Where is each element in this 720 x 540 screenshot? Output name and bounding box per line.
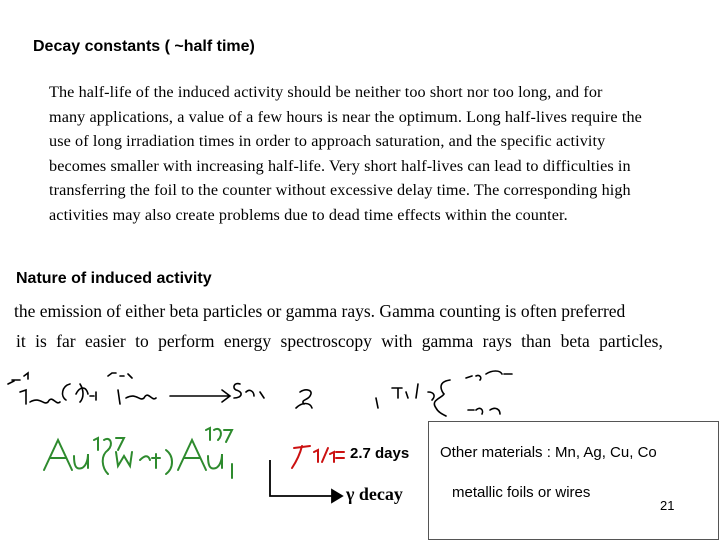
metallic-foils-text: metallic foils or wires (452, 484, 591, 501)
half-life-value: 2.7 days (350, 445, 410, 462)
scan-paragraph-line: transferring the foil to the counter without excessive delay time. The corresponding high (49, 181, 631, 200)
scan-paragraph-line: The half-life of the induced activity should be neither too short nor too long, and for (49, 83, 603, 101)
half-life-handwriting (292, 446, 344, 468)
other-materials-text: Other materials : Mn, Ag, Cu, Co (440, 444, 657, 461)
gamma-decay-label: γ decay (346, 484, 403, 504)
gold-reaction-handwriting (44, 428, 232, 478)
decay-arrow (270, 460, 342, 502)
materials-box (428, 421, 719, 540)
indium-reaction-handwriting (8, 371, 512, 416)
scan-paragraph-line: activities may also create problems due to dead time effects within the counter. (49, 205, 568, 224)
scan-paragraph-line: many applications, a value of a few hours is near the optimum. Long half-lives require the (49, 107, 642, 126)
scanned-line-emission: the emission of either beta particles or gamma rays. Gamma counting is often preferred (14, 301, 626, 321)
scan-paragraph-line: becomes smaller with increasing half-life. Very short half-lives can lead to difficulties in (49, 156, 631, 175)
slide-title: Decay constants ( ~half time) (33, 38, 255, 55)
scan-paragraph-line: use of long irradiation times in order to approach saturation, and the specific activity (49, 132, 606, 151)
scanned-line-spectroscopy: it is far easier to perform energy spectroscopy with gamma rays than beta particles, (16, 331, 663, 351)
page-number: 21 (660, 498, 675, 513)
section-heading: Nature of induced activity (16, 270, 212, 287)
